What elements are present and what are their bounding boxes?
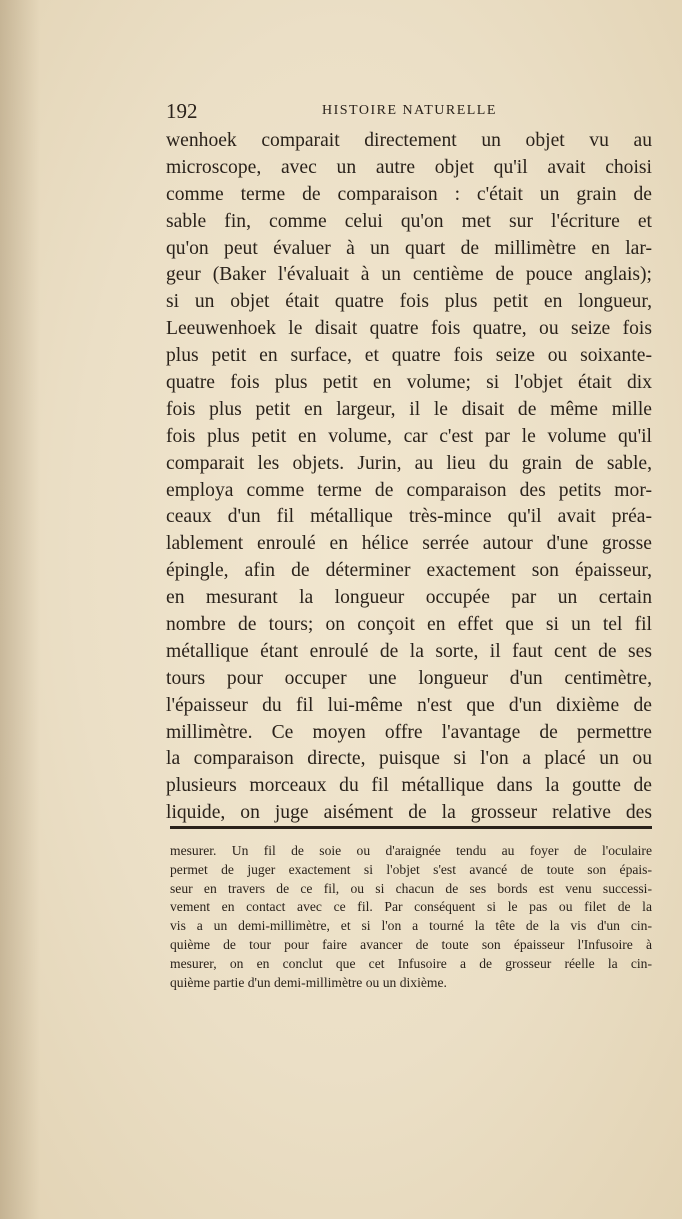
text-line: l'épaisseur du fil lui-même n'est que d'un dixième de [166, 694, 652, 716]
text-line: plusieurs morceaux du fil métallique dans la goutte de [166, 775, 652, 797]
footnote-line: vis a un demi-millimètre, et si l'on a tourné la tête de la vis d'un cin- [170, 918, 652, 934]
text-line: tours pour occuper une longueur d'un centimètre, [166, 667, 652, 689]
page-gutter-shadow [0, 0, 40, 1219]
text-line: sable fin, comme celui qu'on met sur l'écriture et [166, 210, 652, 232]
text-line: fois plus petit en largeur, il le disait de même mille [166, 398, 652, 420]
text-line: geur (Baker l'évaluait à un centième de pouce anglais); [166, 264, 652, 286]
text-line: plus petit en surface, et quatre fois seize ou soixante- [166, 345, 652, 367]
main-text [166, 128, 652, 827]
footnote-line: permet de juger exactement si l'objet s'est avancé de toute son épais- [170, 861, 652, 877]
text-line: lablement enroulé en hélice serrée autour d'une grosse [166, 533, 652, 555]
text-line: Leeuwenhoek le disait quatre fois quatre, ou seize fois [166, 318, 652, 340]
footnote-line: mesurer. Un fil de soie ou d'araignée tendu au foyer de l'oculaire [170, 843, 652, 858]
footnote [170, 842, 652, 992]
footnote-rule [170, 826, 652, 829]
text-line: en mesurant la longueur occupée par un certain [166, 587, 652, 609]
text-line: wenhoek comparait directement un objet vu au [166, 130, 652, 151]
text-line: millimètre. Ce moyen offre l'avantage de permettre [166, 721, 652, 743]
text-line: ceaux d'un fil métallique très-mince qu'il avait préa- [166, 506, 652, 528]
footnote-line: quième partie d'un demi-millimètre ou un dixième. [170, 974, 447, 990]
text-line: épingle, afin de déterminer exactement son épaisseur, [166, 560, 652, 582]
text-line: liquide, on juge aisément de la grosseur relative des [166, 802, 652, 824]
text-line: nombre de tours; on conçoit en effet que si un tel fil [166, 614, 652, 636]
text-line: qu'on peut évaluer à un quart de millimètre en lar- [166, 237, 652, 259]
text-line: métallique étant enroulé de la sorte, il faut cent de ses [166, 640, 652, 662]
footnote-line: seur en travers de ce fil, ou si chacun de ses bords est venu successi- [170, 880, 652, 896]
footnote-line: vement en contact avec ce fil. Par conséquent si le pas ou filet de la [170, 899, 652, 915]
text-line: microscope, avec un autre objet qu'il avait choisi [166, 156, 652, 178]
text-line: comparait les objets. Jurin, au lieu du grain de sable, [166, 452, 652, 474]
page-number: 192 [166, 99, 198, 123]
footnote-line: quième de tour pour faire avancer de toute son épaisseur l'Infusoire à [170, 936, 652, 952]
text-line: quatre fois plus petit en volume; si l'objet était dix [166, 372, 652, 394]
text-line: comme terme de comparaison : c'était un grain de [166, 183, 652, 205]
text-line: si un objet était quatre fois plus petit en longueur, [166, 291, 652, 313]
text-line: employa comme terme de comparaison des petits mor- [166, 479, 652, 501]
text-line: la comparaison directe, puisque si l'on a placé un ou [166, 748, 652, 770]
text-line: fois plus petit en volume, car c'est par le volume qu'il [166, 425, 652, 447]
running-title: HISTOIRE NATURELLE [322, 103, 497, 118]
running-header [166, 99, 652, 123]
footnote-line: mesurer, on en conclut que cet Infusoire a de grosseur réelle la cin- [170, 955, 652, 971]
